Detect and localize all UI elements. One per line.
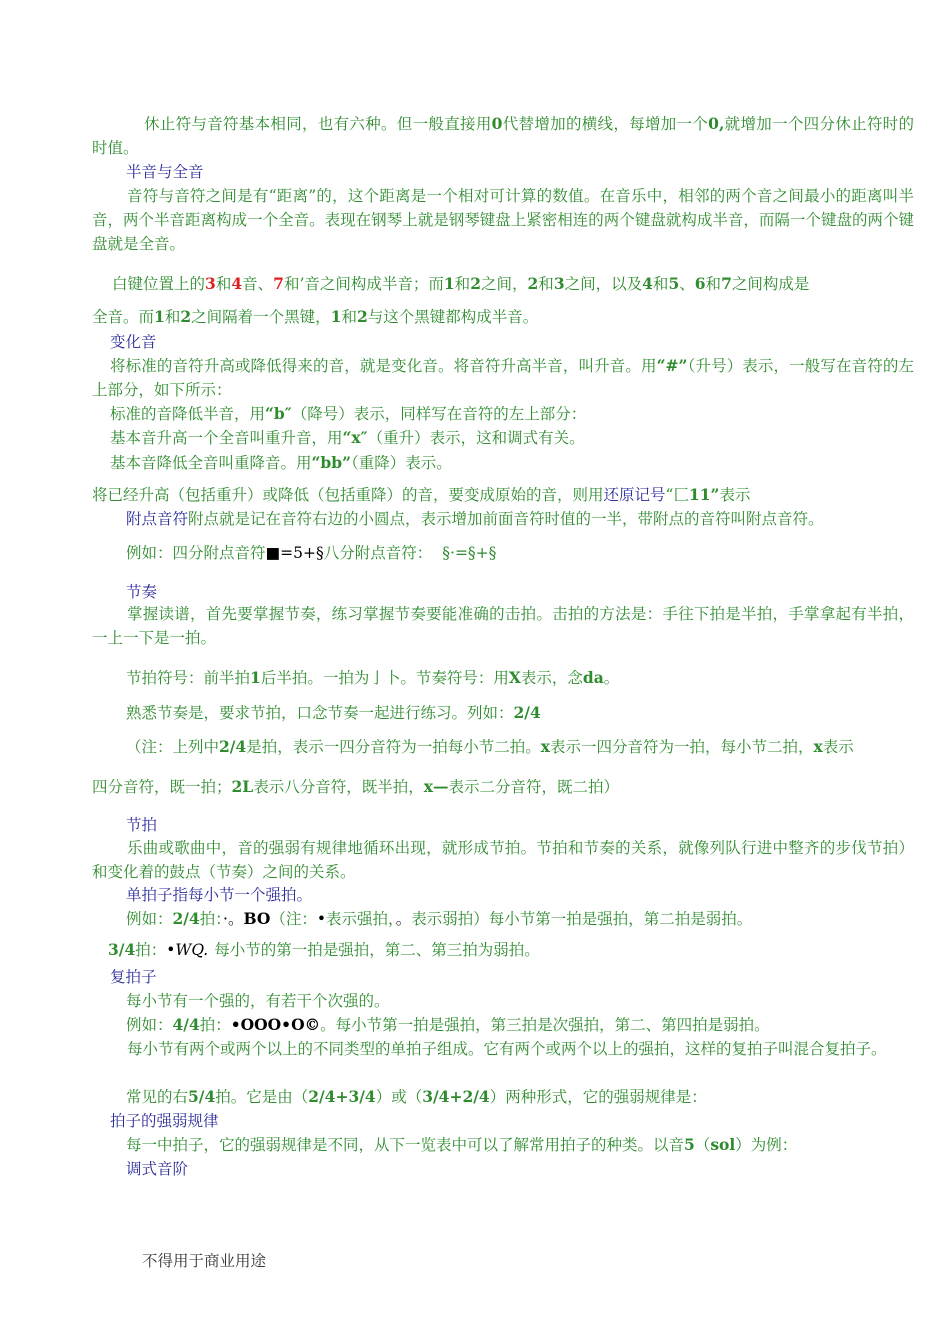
heading-rhythm: 节奏 [126, 583, 158, 601]
heading-compound: 复拍子 [110, 968, 157, 986]
heading-accidental: 变化音 [110, 333, 157, 351]
paragraph-simple-meter: 单拍子指每小节一个强拍。 [126, 886, 313, 904]
paragraph-semitone: 音符与音符之间是有“距离”的，这个距离是一个相对可计算的数值。在音乐中，相邻的两个音之间最小的距离叫半音，两个半音距离构成一个全音。表现在钢琴上就是钢琴键盘上紧密相连的两个键盘就构成半音，而隔一个键盘的两个键盘就是全音。 [92, 187, 914, 253]
footer-notice: 不得用于商业用途 [142, 1252, 267, 1270]
paragraph-note-explain-cont: 四分音符，既一拍；2L表示八分音符，既半拍，x—表示二分音符，既二拍） [92, 777, 619, 796]
paragraph-mixed-meter: 每小节有两个或两个以上的不同类型的单拍子组成。它有两个或两个以上的强拍，这样的复拍子叫混合复拍子。 [127, 1040, 887, 1058]
heading-beat: 节拍 [126, 816, 158, 834]
heading-semitone: 半音与全音 [126, 163, 204, 181]
paragraph-simple-example: 例如：2/4拍：·。BO（注：•表示强拍，。表示弱拍）每小节第一拍是强拍，第二拍是弱拍。 [126, 909, 753, 928]
paragraph-rest-notes: 休止符与音符基本相同，也有六种。但一般直接用0代替增加的横线，每增加一个0,就增加一个四分休止符时的时值。 [92, 114, 914, 157]
paragraph-note-explain: （注：上列中2/4是拍，表示一四分音符为一拍每小节二拍。x表示一四分音符为一拍，每小节二拍，x表示 [126, 737, 854, 756]
paragraph-beat: 乐曲或歌曲中，音的强弱有规律地循环出现，就形成节拍。节拍和节奏的关系，就像列队行进中整齐的步伐节拍）和变化着的鼓点（节奏）之间的关系。 [92, 839, 914, 881]
paragraph-five-four: 常见的右5/4拍。它是由（2/4+3/4）或（3/4+2/4）两种形式，它的强弱规律是： [126, 1087, 707, 1106]
heading-strength: 拍子的强弱规律 [110, 1112, 219, 1130]
paragraph-dotted-note: 附点音符附点就是记在音符右边的小圆点，表示增加前面音符时值的一半，带附点的音符叫附点音符。 [126, 510, 824, 528]
paragraph-natural-sign: 将已经升高（包括重升）或降低（包括重降）的音，要变成原始的音，则用还原记号“匚11”表示 [92, 485, 751, 504]
paragraph-rhythm: 掌握读谱，首先要掌握节奏，练习掌握节奏要能准确的击拍。击拍的方法是：手往下拍是半拍，手掌拿起有半拍，一上一下是一拍。 [92, 605, 914, 647]
paragraph-rhythm-practice: 熟悉节奏是，要求节拍，口念节奏一起进行练习。列如：2/4 [126, 703, 541, 722]
paragraph-compound-example: 例如：4/4拍：•OOO•O©。每小节第一拍是强拍，第三拍是次强拍，第二、第四拍是弱拍。 [126, 1015, 770, 1034]
paragraph-three-four: 3/4拍：•WQ. 每小节的第一拍是强拍，第二、第三拍为弱拍。 [108, 940, 540, 959]
paragraph-double-flat: 基本音降低全音叫重降音。用“bb”（重降）表示。 [110, 453, 452, 472]
paragraph-double-sharp: 基本音升高一个全音叫重升音，用“x″（重升）表示，这和调式有关。 [110, 428, 585, 447]
paragraph-compound: 每小节有一个强的，有若干个次强的。 [126, 992, 390, 1010]
paragraph-whole-tone: 全音。而1和2之间隔着一个黑键，1和2与这个黑键都构成半音。 [92, 307, 539, 326]
paragraph-strength: 每一中拍子，它的强弱规律是不同，从下一览表中可以了解常用拍子的种类。以音5（sol）为例： [126, 1135, 798, 1154]
paragraph-beat-symbol: 节拍符号：前半拍1后半拍。一拍为亅卜。节奏符号：用X表示，念da。 [126, 668, 620, 687]
heading-mode-scale: 调式音阶 [126, 1160, 189, 1178]
paragraph-sharp: 将标准的音符升高或降低得来的音，就是变化音。将音符升高半音，叫升音。用“#”（升号）表示，一般写在音符的左上部分，如下所示： [92, 356, 914, 399]
paragraph-dotted-example: 例如：四分附点音符■=5+§八分附点音符： §·=§+§ [126, 544, 497, 562]
paragraph-white-keys: 白键位置上的3和4音、7和’音之间构成半音；而1和2之间，2和3之间，以及4和5、6和7之间构成是 [112, 274, 810, 293]
paragraph-flat: 标准的音降低半音，用“b″（降号）表示，同样写在音符的左上部分： [110, 404, 587, 423]
